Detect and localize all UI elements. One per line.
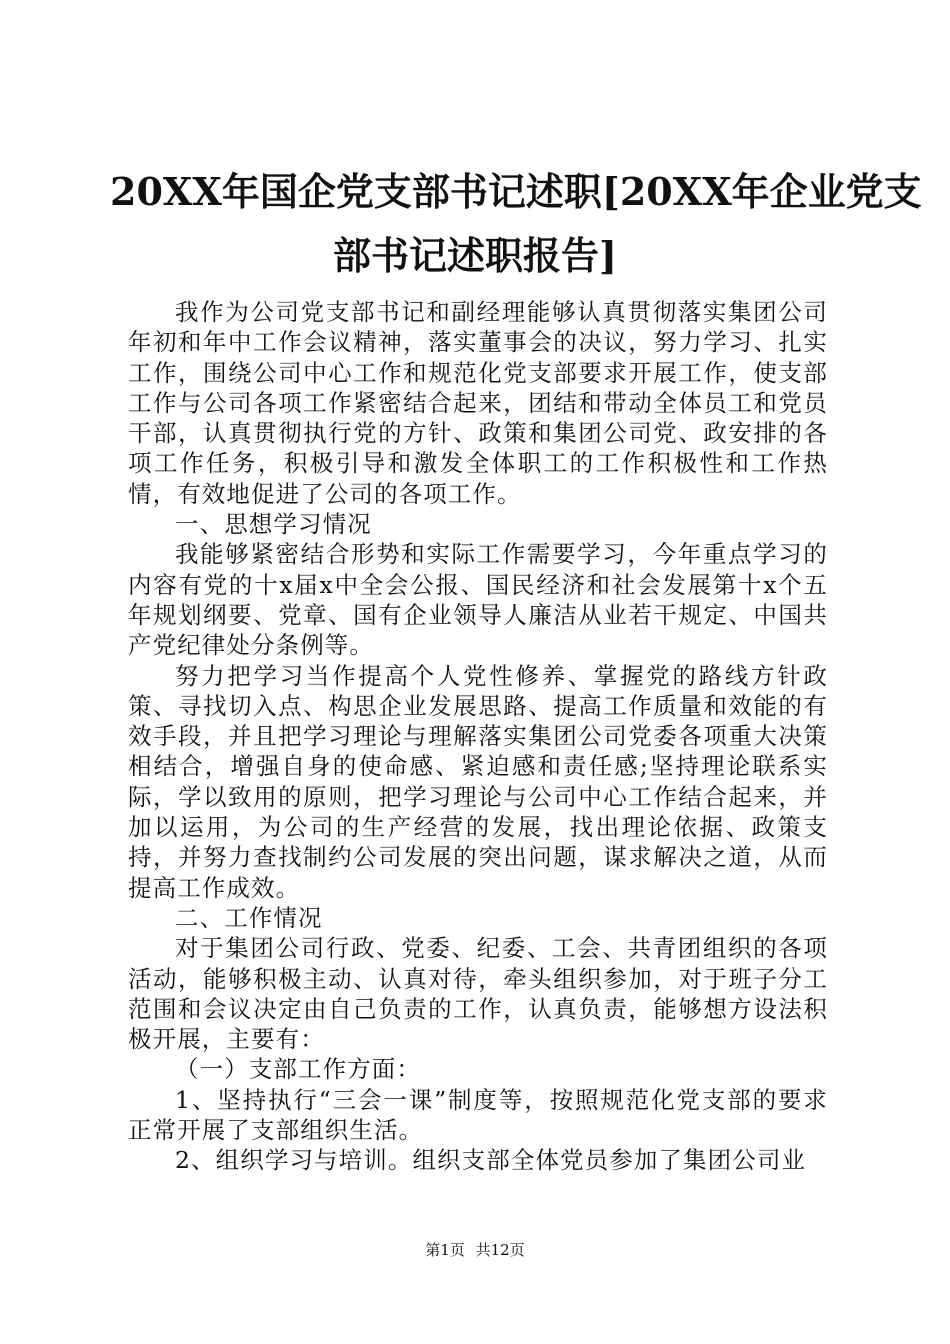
- section-heading-2: 二、工作情况: [175, 903, 323, 932]
- title-line-2: 部书记述职报告]: [333, 233, 617, 278]
- document-body: [128, 297, 828, 1176]
- subsection-heading-1: （一）支部工作方面：: [175, 1055, 421, 1084]
- list-item-1: 1、坚持执行“三会一课”制度等，按照规范化党支部的要求正常开展了支部组织生活。: [128, 1085, 828, 1145]
- page-number: 第1页: [425, 1241, 465, 1259]
- document-title: [110, 160, 922, 288]
- list-item-2: 2、组织学习与培训。组织支部全体党员参加了集团公司业: [175, 1146, 807, 1175]
- section-heading-1: 一、思想学习情况: [175, 510, 372, 539]
- paragraph-work-1: 对于集团公司行政、党委、纪委、工会、共青团组织的各项活动，能够积极主动、认真对待，牵头组织参加，对于班子分工范围和会议决定由自己负责的工作，认真负责，能够想方设法积极开展，主要有：: [128, 934, 828, 1054]
- paragraph-intro: 我作为公司党支部书记和副经理能够认真贯彻落实集团公司年初和年中工作会议精神，落实董事会的决议，努力学习、扎实工作，围绕公司中心工作和规范化党支部要求开展工作，使支部工作与公司各项工作紧密结合起来，团结和带动全体员工和党员干部，认真贯彻执行党的方针、政策和集团公司党、政安排的各项工作任务，积极引导和激发全体职工的工作积极性和工作热情，有效地促进了公司的各项工作。: [128, 298, 828, 508]
- paragraph-study-1: 我能够紧密结合形势和实际工作需要学习，今年重点学习的内容有党的十x届x中全会公报、国民经济和社会发展第十x个五年规划纲要、党章、国有企业领导人廉洁从业若干规定、中国共产党纪律处分条例等。: [128, 540, 828, 660]
- page-total: 共12页: [475, 1241, 525, 1259]
- page-footer: [0, 1240, 950, 1260]
- title-line-1: 20XX年国企党支部书记述职[20XX年企业党支: [110, 169, 922, 214]
- paragraph-study-2: 努力把学习当作提高个人党性修养、掌握党的路线方针政策、寻找切入点、构思企业发展思路、提高工作质量和效能的有效手段，并且把学习理论与理解落实集团公司党委各项重大决策相结合，增强自身的使命感、紧迫感和责任感;坚持理论联系实际，学以致用的原则，把学习理论与公司中心工作结合起来，并加以运用，为公司的生产经营的发展，找出理论依据、政策支持，并努力查找制约公司发展的突出问题，谋求解决之道，从而提高工作成效。: [128, 661, 828, 902]
